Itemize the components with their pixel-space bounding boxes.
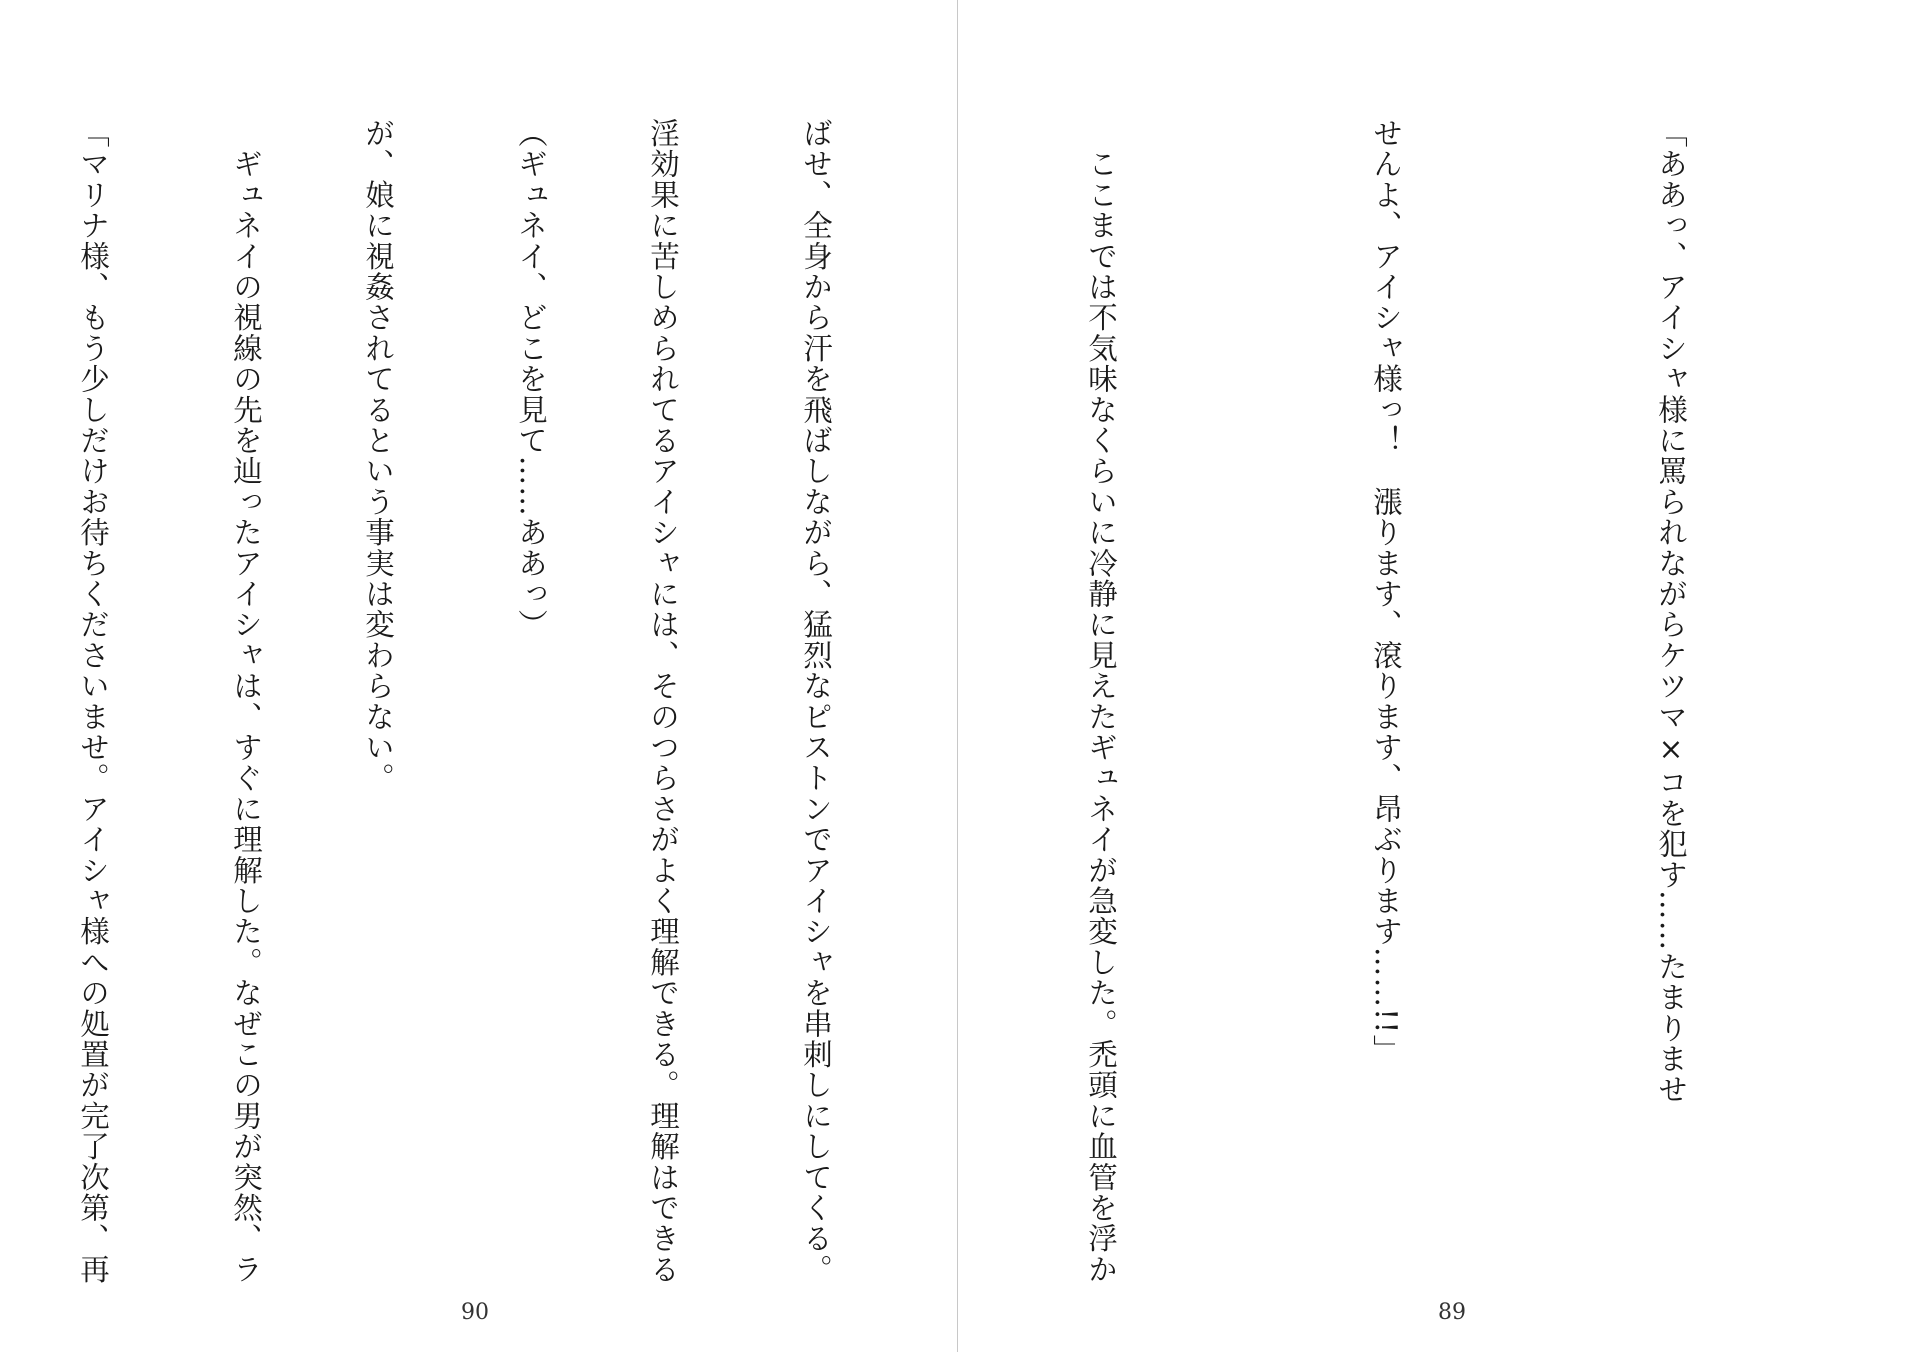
text-line xyxy=(0,118,8,1318)
text-line: 「ああっ、アイシャ様に罵られながらケツマ×コを犯す……たまりませ xyxy=(1654,118,1688,1105)
text-line: ばせ、全身から汗を飛ばしながら、猛烈なピストンでアイシャを串刺しにしてくる。 xyxy=(799,118,833,1285)
page-number: 90 xyxy=(461,1300,489,1325)
text-line: （ギュネイ、どこを見て……ああっ） xyxy=(514,118,548,640)
text-line: ギュネイの視線の先を辿ったアイシャは、すぐに理解した。なぜこの男が突然、ラ xyxy=(229,118,263,1285)
text-line: 淫効果に苦しめられてるアイシャには、そのつらさがよく理解できる。理解はできる xyxy=(646,118,680,1285)
text-line: せんよ、アイシャ様っ！ 漲ります、滾ります、昂ぶります……!!」 xyxy=(1369,118,1403,1066)
text-line: 「マリナ様、もう少しだけお待ちくださいませ。アイシャ様への処置が完了次第、再 xyxy=(76,118,110,1285)
page-number: 89 xyxy=(1438,1300,1466,1325)
text-line: ここまでは不気味なくらいに冷静に見えたギュネイが急変した。禿頭に血管を浮か xyxy=(1084,118,1118,1285)
page-89-text xyxy=(0,118,1908,1318)
text-line: が、娘に視姦されてるという事実は変わらない。 xyxy=(361,118,395,794)
